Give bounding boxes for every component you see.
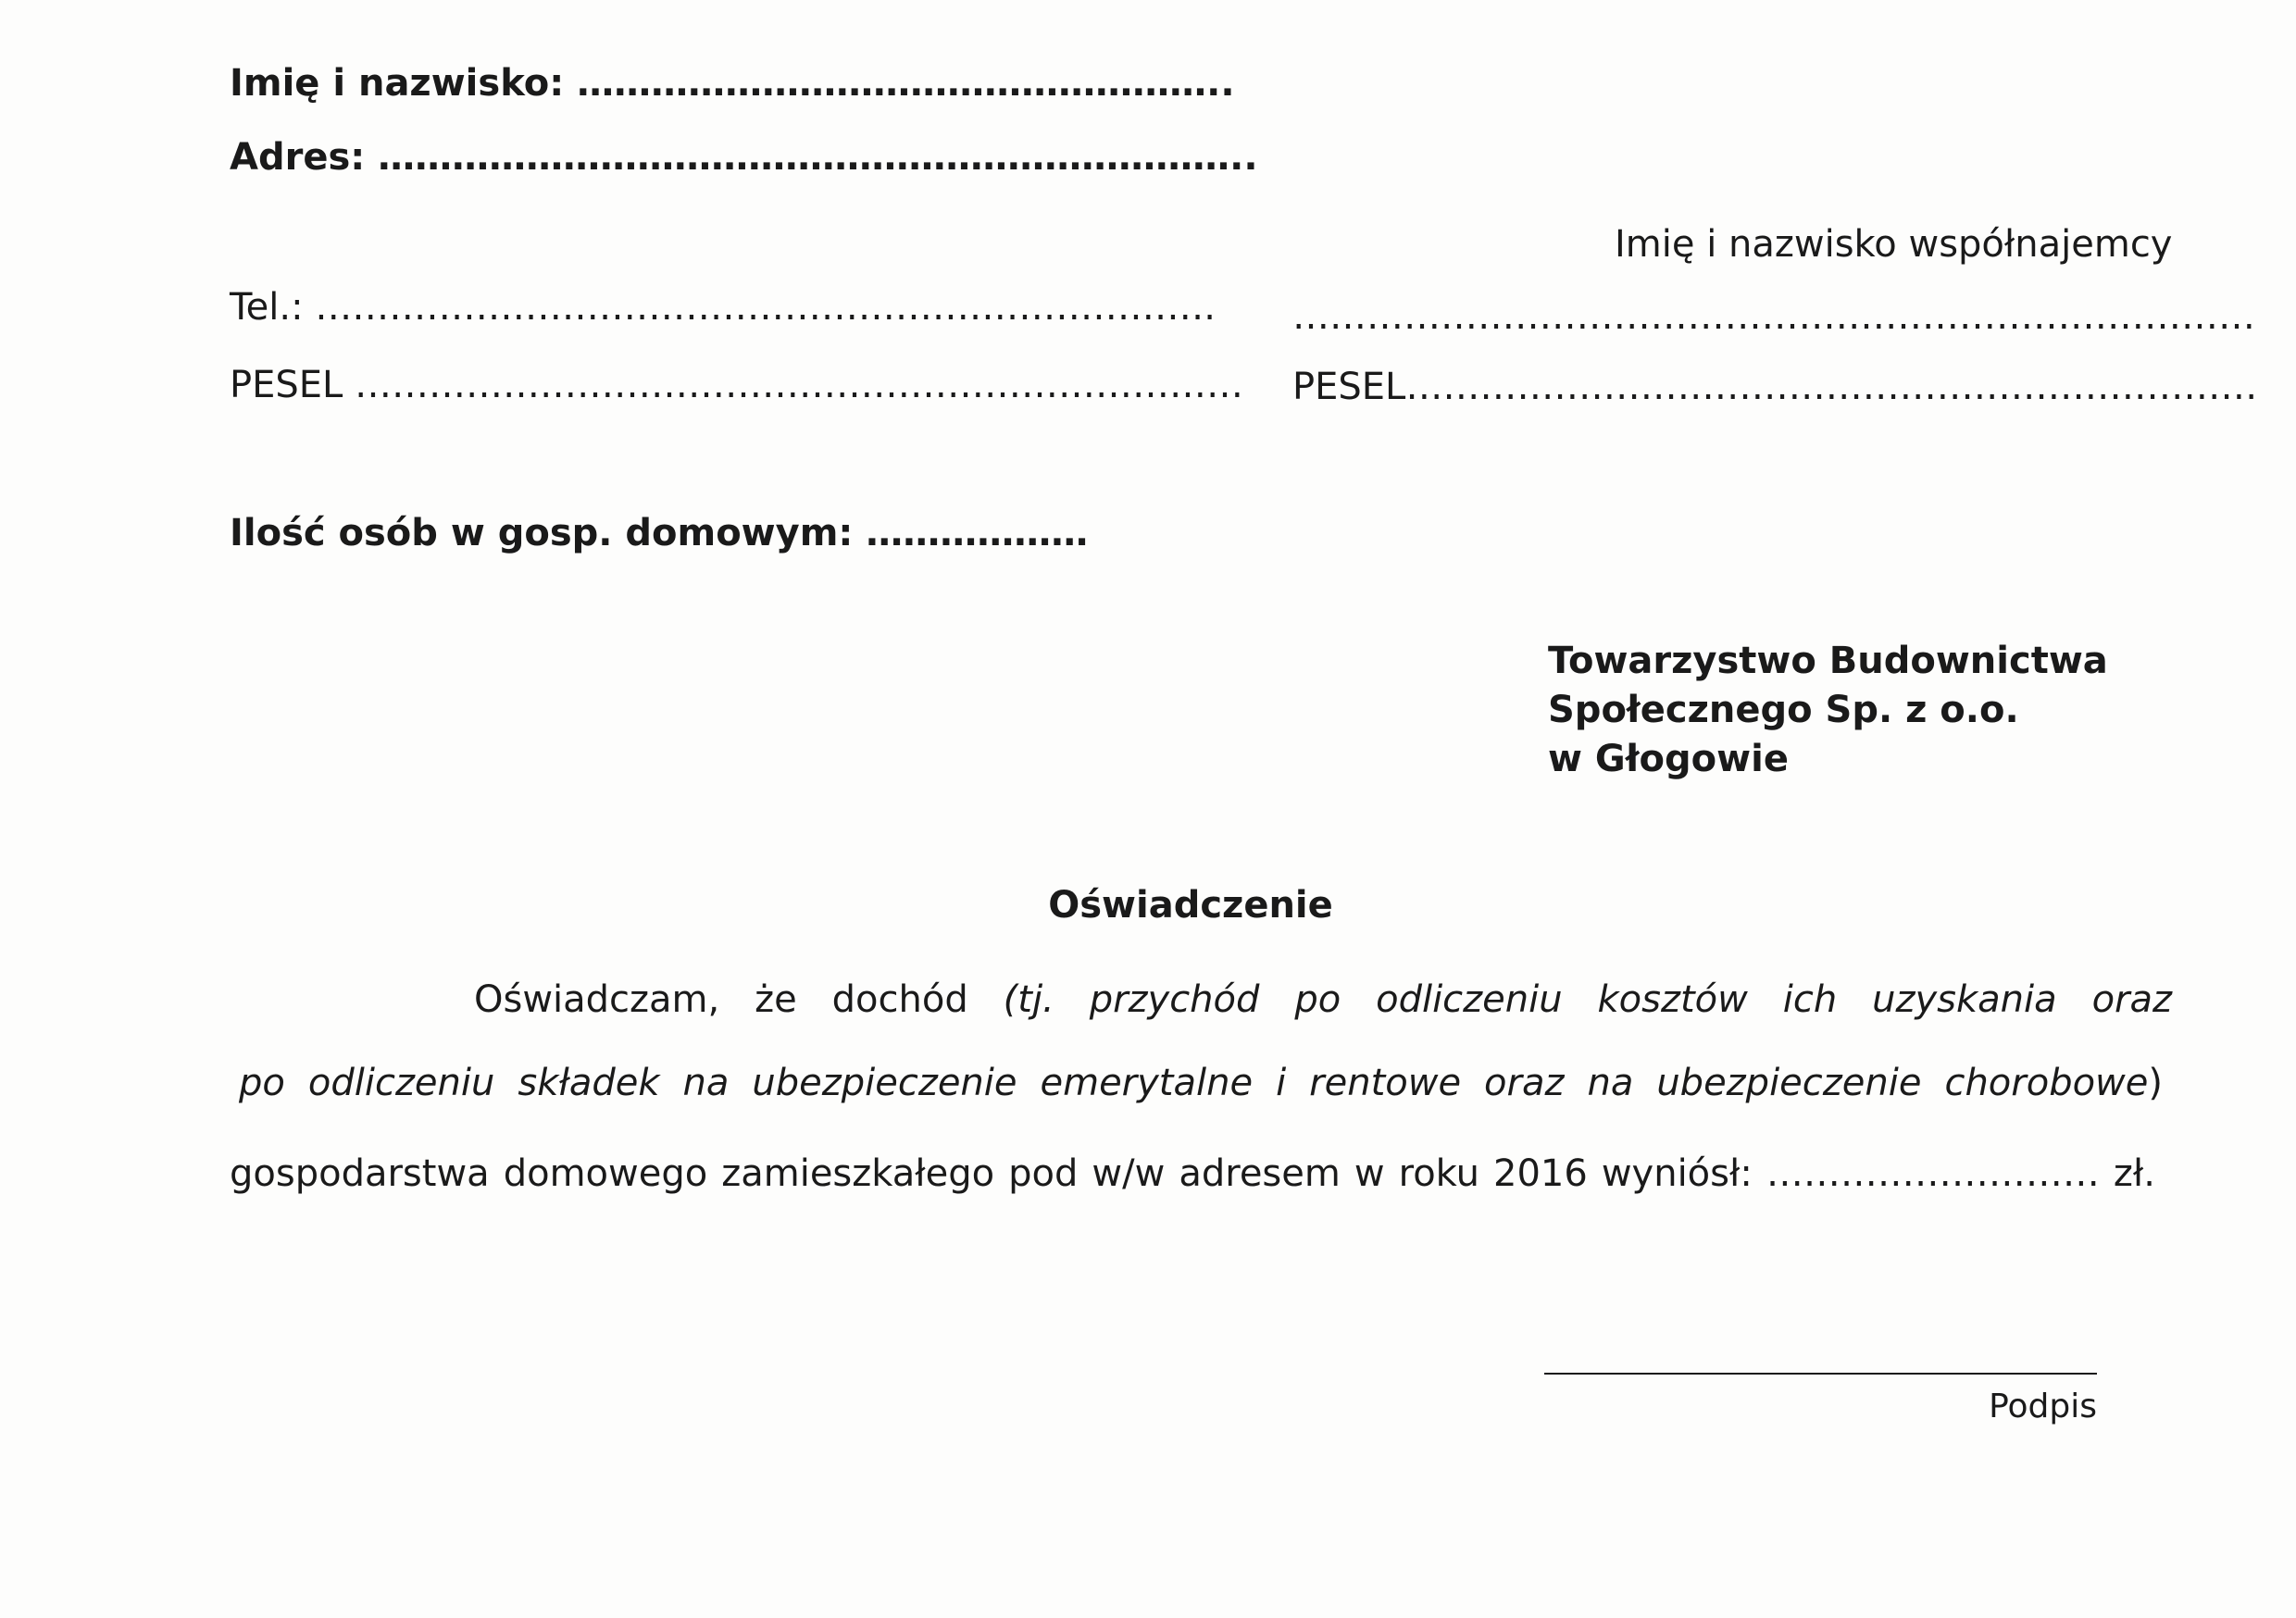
cotenant-pesel-line: PESEL…………………………………………………………… [1292,366,2258,408]
name-field-line: Imię i nazwisko: …………………………………………….. [230,62,1235,105]
cotenant-heading: Imię i nazwisko współnajemcy [1615,223,2173,266]
recipient-address [1548,637,2108,784]
statement-line-2 [239,1061,2163,1105]
household-size-line: Ilość osób w gosp. domowym: ……………… [230,512,1089,554]
address-field-line: Adres: …………………………………………………………….. [230,136,1258,179]
statement-line-1-italic: (tj. przychód po odliczeniu kosztów ich uzyskania oraz [1003,978,2172,1021]
pesel-field-line: PESEL ……………………………………………………………… [230,364,1244,406]
statement-title: Oświadczenie [1048,884,1333,927]
signature-label: Podpis [1989,1388,2097,1425]
statement-line-2-italic: po odliczeniu składek na ubezpieczenie emerytalne i rentowe oraz na ubezpieczenie chorobowe [239,1062,2149,1104]
statement-line-1-prefix: Oświadczam, że dochód [474,978,1004,1021]
statement-line-1 [474,977,2172,1022]
signature-line [1544,1373,2097,1375]
phone-field-line: Tel.: ………………………………………………………………. [230,286,1216,329]
statement-line-3: gospodarstwa domowego zamieszkałego pod w/w adresem w roku 2016 wyniósł: ……………………… zł. [230,1152,2155,1195]
recipient-line-2: Społecznego Sp. z o.o. [1548,689,2019,731]
statement-line-2-suffix: ) [2148,1062,2163,1104]
recipient-line-1: Towarzystwo Budownictwa [1548,640,2108,682]
recipient-line-3: w Głogowie [1548,738,1789,780]
cotenant-name-dots: …………………………………………………………………… [1292,295,2255,338]
